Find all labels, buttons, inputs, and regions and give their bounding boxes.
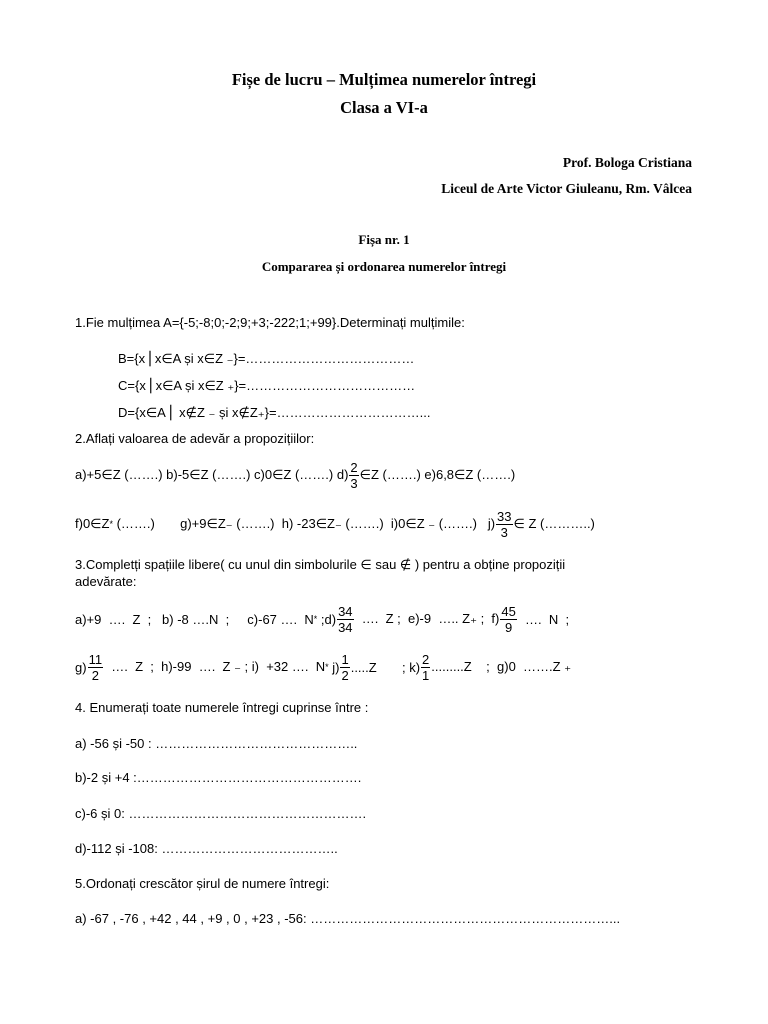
exercise-3-row-1-middle: …. Z ; e)-9 ….. Z₊ ; f) [354,611,500,626]
exercise-5-statement: 5.Ordonați crescător șirul de numere întregi: [75,876,330,891]
star-superscript: * [325,662,329,672]
exercise-2-row-2-middle: (…….) g)+9∈Z₋ (…….) h) -23∈Z₋ (…….) i)0∈Z ₋ (…….) j) [112,516,496,531]
exercise-3-row-1 [75,602,569,636]
fraction-numerator: 11 [88,651,103,667]
fraction-numerator: 2 [350,459,358,475]
exercise-1-set-c: C={x⎪x∈A și x∈Z ₊}=………………………………… [118,378,416,393]
worksheet-title: Fișe de lucru – Mulțimea numerelor întregi [231,70,537,89]
exercise-1-set-d: D={x∈A⎪ x∉Z ₋ și x∉Z₊}=……………………………... [118,405,431,420]
exercise-2-statement: 2.Aflați valoarea de adevăr a propozițiilor: [75,431,315,446]
exercise-2-row-2-start: f)0∈Z [75,516,110,531]
exercise-4-statement: 4. Enumerați toate numerele întregi cuprinse între : [75,700,369,715]
exercise-3-statement-line-2: adevărate: [75,574,137,589]
exercise-2-row-1-end: ∈Z (…….) e)6,8∈Z (…….) [359,467,516,482]
exercise-2-row-2 [75,507,595,541]
author-name: Prof. Bologa Cristiana [562,155,692,170]
school-name: Liceul de Arte Victor Giuleanu, Rm. Vâlcea [441,181,692,196]
exercise-5-item-a: a) -67 , -76 , +42 , 44 , +9 , 0 , +23 , -56: ……………………………………………………………... [75,911,621,926]
star-superscript: * [109,519,113,529]
fraction-34-over-34 [337,604,353,635]
fraction-1-over-2 [340,652,349,683]
exercise-3-row-2-middle: …. Z ; h)-99 …. Z ₋ ; i) +32 …. N [104,659,326,674]
exercise-4-item-c: c)-6 și 0: ………………………………………………. [75,806,367,821]
fraction-11-over-2 [88,652,104,683]
fraction-numerator: 33 [497,508,512,524]
fraction-denominator: 34 [338,619,353,635]
star-superscript: * [313,614,318,624]
fraction-45-over-9 [500,604,516,635]
exercise-3-row-2-g-label: g) [75,659,87,675]
fraction-2-over-3 [349,460,358,491]
fraction-denominator: 2 [91,667,99,683]
grade-title: Clasa a VI-a [340,98,428,117]
fraction-denominator: 9 [504,619,513,635]
exercise-3-row-2-k-label: .....Z ; k) [350,659,421,675]
exercise-3-row-2-j-label: j) [328,659,340,675]
sheet-title: Compararea și ordonarea numerelor întregi [261,259,507,274]
fraction-denominator: 2 [341,667,349,683]
sheet-number: Fișa nr. 1 [358,232,410,247]
exercise-4-item-a: a) -56 și -50 : ……………………………………….. [75,736,358,751]
exercise-2-row-2-end: ∈ Z (………..) [513,516,595,531]
fraction-denominator: 3 [500,524,508,540]
exercise-4-item-d: d)-112 și -108: ………………………………….. [75,841,338,856]
exercise-3-statement-line-1: 3.Completți spațiile libere( cu unul din simbolurile ∈ sau ∉ ) pentru a obține propoziții [75,557,566,572]
fraction-denominator: 3 [350,475,358,491]
exercise-2-row-1 [75,458,515,492]
exercise-4-item-b: b)-2 și +4 :……………………………………………. [75,770,362,785]
exercise-3-row-2 [75,650,571,684]
exercise-3-row-1-end: …. N ; [517,611,570,627]
exercise-3-row-1-d-label: ;d) [317,611,337,627]
exercise-2-row-1-start: a)+5∈Z (…….) b)-5∈Z (…….) c)0∈Z (…….) d) [75,467,349,482]
fraction-numerator: 34 [338,603,353,619]
fraction-numerator: 45 [501,603,516,619]
fraction-denominator: 1 [422,667,430,683]
fraction-33-over-3 [496,509,512,540]
fraction-numerator: 2 [422,651,430,667]
exercise-3-row-2-end: .........Z ; g)0 …….Z ₊ [431,659,572,674]
exercise-1-statement: 1.Fie mulțimea A={-5;-8;0;-2;9;+3;-222;1;+99}.Determinați mulțimile: [75,315,465,330]
exercise-3-row-1-start: a)+9 …. Z ; b) -8 ….N ; c)-67 …. N [75,611,314,627]
exercise-1-set-b: B={x⎪x∈A și x∈Z ₋}=………………………………… [118,351,415,366]
fraction-2-over-1 [421,652,430,683]
fraction-numerator: 1 [341,651,349,667]
